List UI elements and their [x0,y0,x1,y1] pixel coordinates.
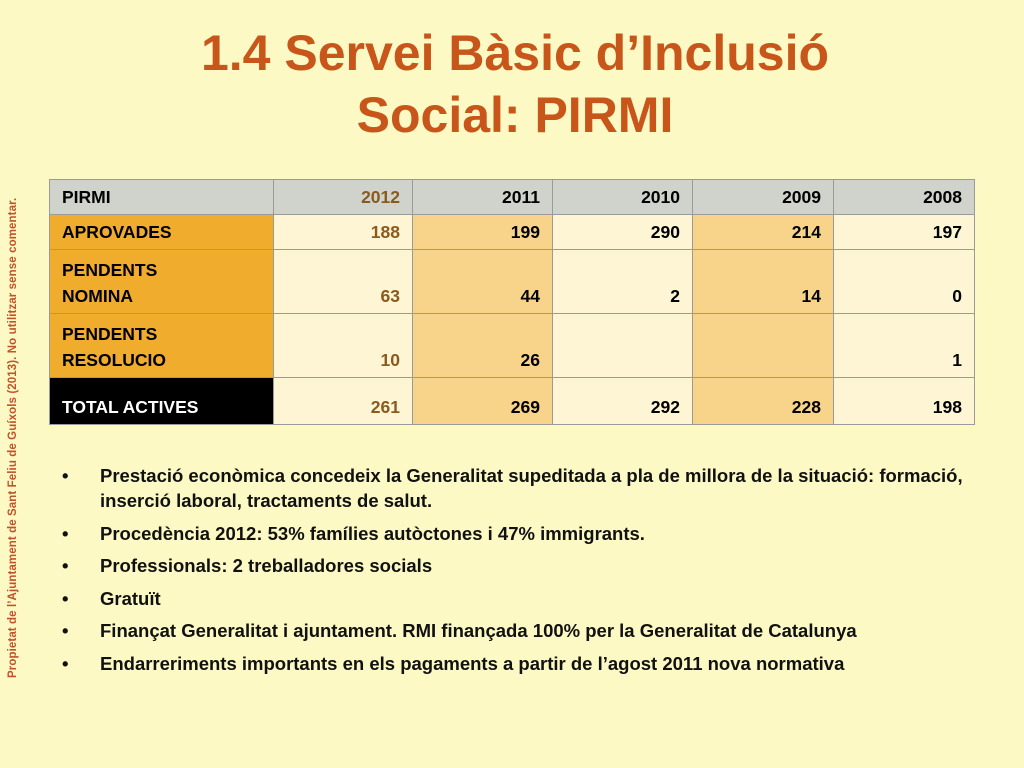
bullet-text: Prestació econòmica concedeix la Generalitat supeditada a pla de millora de la situació: formació, inserció laboral, tractaments de salut. [100,465,963,511]
bullet-icon: • [62,652,69,674]
header-cell-2009: 2009 [693,180,834,215]
table-header-row [50,180,975,215]
header-cell-2010: 2010 [553,180,693,215]
table-cell: 197 [834,215,975,250]
table-cell: 199 [413,215,553,250]
table-cell: 188 [274,215,413,250]
bullet-text: Gratuït [100,587,161,609]
table-cell: 214 [693,215,834,250]
bullet-text: Endarreriments importants en els pagaments a partir de l’agost 2011 nova normativa [100,652,845,674]
list-item [62,618,972,643]
row-label: TOTAL ACTIVES [50,378,274,425]
header-cell-pirmi: PIRMI [50,180,274,215]
table-cell: 1 [834,314,975,378]
table-cell: 292 [553,378,693,425]
header-cell-2008: 2008 [834,180,975,215]
list-item [62,463,972,513]
slide-title [60,22,970,146]
title-line-1: 1.4 Servei Bàsic d’Inclusió [200,25,830,81]
bullet-text: Procedència 2012: 53% famílies autòctones i 47% immigrants. [100,522,645,544]
title-line-2: Social: PIRMI [356,87,674,143]
table-cell: 269 [413,378,553,425]
table-cell: 261 [274,378,413,425]
bullet-icon: • [62,522,69,544]
table-cell: 44 [413,250,553,314]
header-cell-2012: 2012 [274,180,413,215]
copyright-side-note: Propietat de l’Ajuntament de Sant Feliu de Guíxols (2013). No utilitzar sense comentar. [7,197,19,678]
list-item [62,586,972,611]
list-item [62,651,972,676]
bullet-list [62,463,972,683]
bullet-icon: • [62,620,69,641]
list-item [62,553,972,578]
header-cell-2011: 2011 [413,180,553,215]
list-item [62,521,972,546]
row-label-line-1: PENDENTS [62,324,158,344]
table-cell: 26 [413,314,553,378]
table-cell [553,314,693,378]
table-row-aprovades [50,215,975,250]
row-label-line-1: PENDENTS [62,260,158,280]
table-cell: 2 [553,250,693,314]
row-label-line-2: RESOLUCIO [62,350,167,370]
table-cell: 14 [693,250,834,314]
table-cell [693,314,834,378]
table-cell: 0 [834,250,975,314]
table-cell: 10 [274,314,413,378]
pirmi-table [49,179,975,425]
table-cell: 63 [274,250,413,314]
bullet-icon: • [62,465,69,486]
bullet-text: Finançat Generalitat i ajuntament. RMI finançada 100% per la Generalitat de Catalunya [100,620,857,641]
bullet-icon: • [62,587,69,609]
row-label [50,314,274,378]
row-label [50,250,274,314]
table-row-total-actives [50,378,975,425]
row-label-line-2: NOMINA [62,286,133,306]
table-cell: 228 [693,378,834,425]
bullet-text: Professionals: 2 treballadores socials [100,555,433,576]
table-row-pendents-nomina [50,250,975,314]
table-cell: 290 [553,215,693,250]
table-row-pendents-resolucio [50,314,975,378]
bullet-icon: • [62,555,69,576]
table-cell: 198 [834,378,975,425]
row-label: APROVADES [50,215,274,250]
